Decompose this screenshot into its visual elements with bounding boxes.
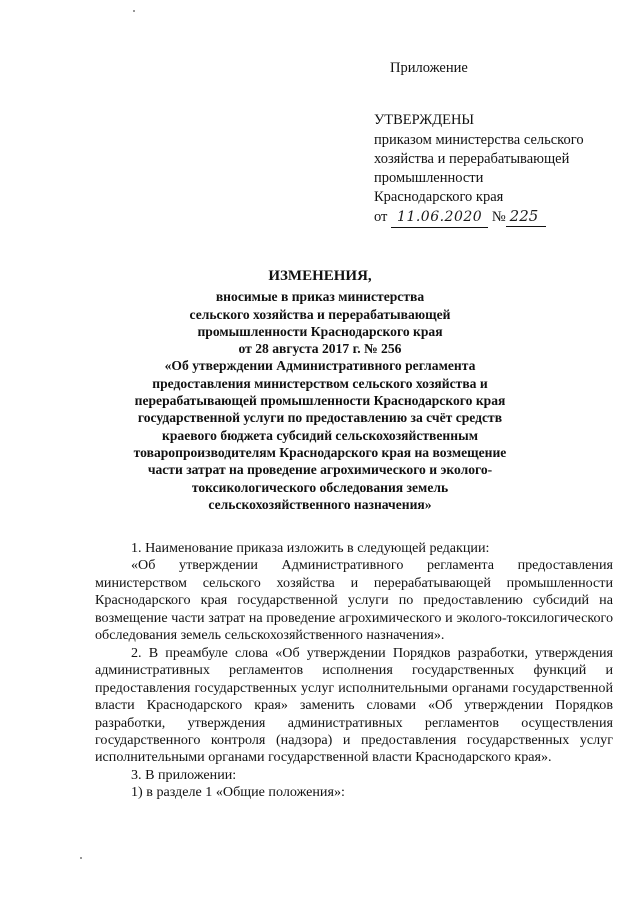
title-line: от 28 августа 2017 г. № 256 xyxy=(238,341,402,357)
approval-line: хозяйства и перерабатывающей xyxy=(374,151,570,167)
title-line: «Об утверждении Административного регламента xyxy=(164,358,476,374)
scan-speck xyxy=(80,857,82,859)
from-label: от xyxy=(374,209,388,225)
title-line: вносимые в приказ министерства xyxy=(215,289,425,305)
title-line: перерабатывающей промышленности Краснодарского края xyxy=(134,393,506,409)
document-title xyxy=(100,268,540,513)
body-paragraph: 2. В преамбуле слова «Об утверждении Порядков разработки, утверждения административных регламентов исполнения государственных функций и предоставления государственных услуг исполнительными органами государственной власти Краснодарского края» заменить словами «Об утверждении Порядков разработки, утверждения административных регламентов осуществления государственного контроля (надзора) и предоставления государственных услуг исполнительными органами государственной власти Краснодарского края». xyxy=(95,644,613,766)
handwritten-date: 11.06.2020 xyxy=(391,208,488,228)
number-label: № xyxy=(491,209,506,225)
title-heading: ИЗМЕНЕНИЯ, xyxy=(268,268,372,284)
approval-line: приказом министерства сельского xyxy=(374,132,584,148)
body-paragraph: 1) в разделе 1 «Общие положения»: xyxy=(131,784,345,801)
approval-block xyxy=(374,111,624,228)
scan-speck xyxy=(133,10,135,12)
appendix-label: Приложение xyxy=(390,60,468,76)
approval-date-number xyxy=(374,207,624,228)
body-paragraph: 3. В приложении: xyxy=(131,766,237,783)
approved-heading: УТВЕРЖДЕНЫ xyxy=(374,112,475,128)
title-line: промышленности Краснодарского края xyxy=(197,323,443,339)
title-line: краевого бюджета субсидий сельскохозяйственным xyxy=(162,427,478,443)
title-line: государственной услуги по предоставлению за счёт средств xyxy=(137,410,503,426)
document-body xyxy=(95,540,613,802)
title-line: части затрат на проведение агрохимического и эколого- xyxy=(147,462,493,478)
title-line: токсикологического обследования земель xyxy=(191,479,449,495)
title-line: сельского хозяйства и перерабатывающей xyxy=(189,306,451,322)
title-line: сельскохозяйственного назначения» xyxy=(208,496,432,512)
approval-line: промышленности xyxy=(374,170,484,186)
body-paragraph: 1. Наименование приказа изложить в следующей редакции: xyxy=(131,540,490,556)
title-line: товаропроизводителям Краснодарского края на возмещение xyxy=(133,444,507,460)
approval-line: Краснодарского края xyxy=(374,189,504,205)
title-line: предоставления министерством сельского хозяйства и xyxy=(152,375,488,391)
handwritten-number: 225 xyxy=(506,207,547,227)
body-paragraph: «Об утверждении Административного регламента предоставления министерством сельского хозяйства и перерабатывающей промышленности Краснодарского края государственной услуги по предоставлению субсидий на возмещение части затрат на проведение агрохимического и эколого-токсилогического обследования земель сельскохозяйственного назначения». xyxy=(95,557,613,644)
